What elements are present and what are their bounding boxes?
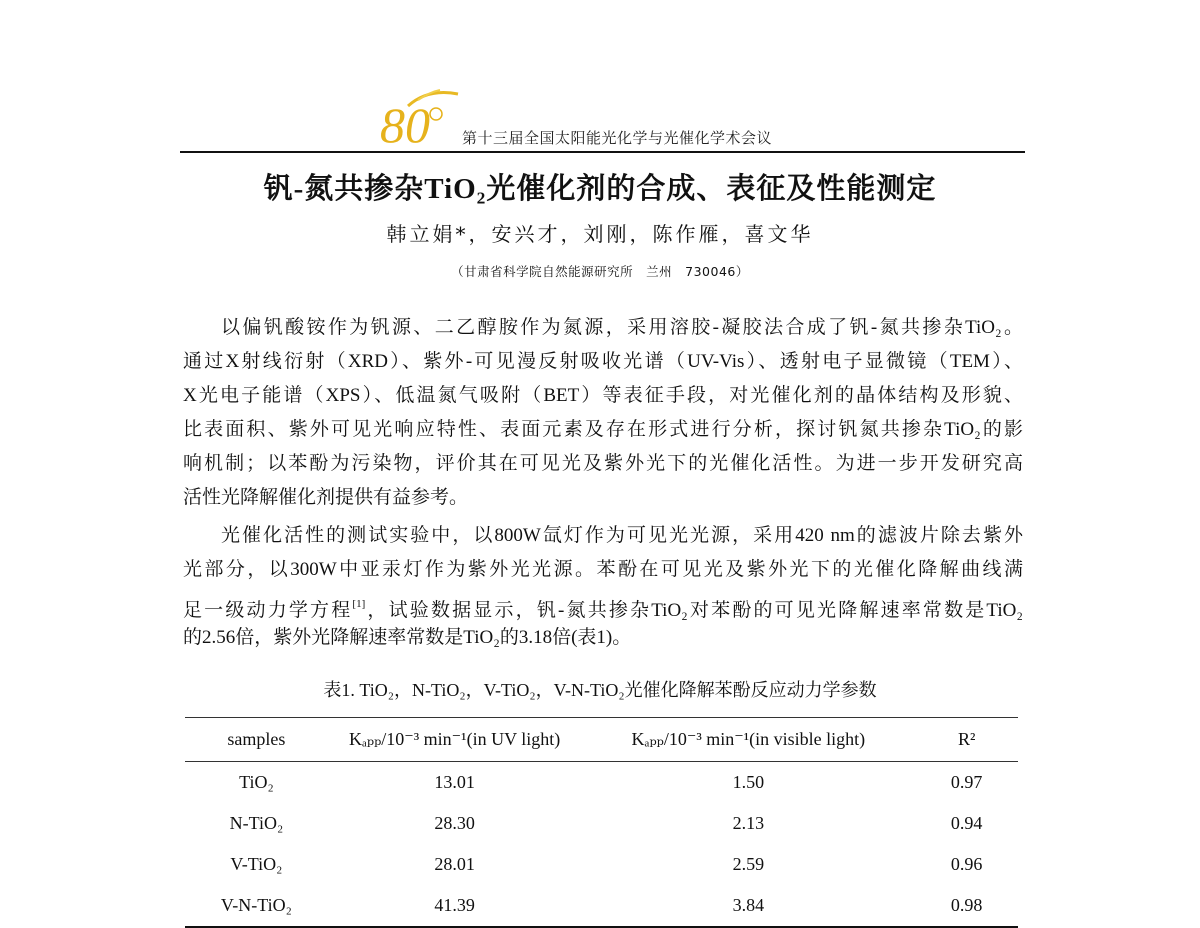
affiliation: （甘肃省科学院自然能源研究所 兰州 730046）	[451, 264, 749, 279]
text-line: 比表面积、紫外可见光响应特性、表面元素及存在形式进行分析，探讨钒氮共掺杂TiO₂的影	[183, 419, 1023, 440]
table-cell: 2.13	[732, 813, 765, 833]
text-line: 活性光降解催化剂提供有益参考。	[183, 487, 469, 508]
text-segment: 足一级动力学方程	[183, 600, 353, 621]
table-cell: 1.50	[732, 772, 765, 792]
text-line: 光部分，以300W中亚汞灯作为紫外光光源。苯酚在可见光及紫外光下的光催化降解曲线满	[183, 559, 1023, 580]
column-header: Kₐₚₚ/10⁻³ min⁻¹(in visible light)	[581, 718, 915, 762]
column-header: samples	[185, 718, 328, 762]
table-cell: 28.01	[434, 854, 475, 874]
logo-text: 80	[380, 97, 430, 146]
table-caption: 表1. TiO₂，N-TiO₂，V-TiO₂，V-N-TiO₂光催化降解苯酚反应动力学参数	[323, 680, 877, 700]
text-segment: ，试验数据显示，钒-氮共掺杂TiO₂对苯酚的可见光降解速率常数是TiO₂	[365, 600, 1023, 621]
text-line: 光催化活性的测试实验中，以800W氙灯作为可见光光源，采用420 nm的滤波片除去紫外	[221, 525, 1023, 546]
table-cell: TiO₂	[239, 772, 274, 792]
table-cell: 2.59	[732, 854, 765, 874]
column-header: Kₐₚₚ/10⁻³ min⁻¹(in UV light)	[328, 718, 582, 762]
text-line: 以偏钒酸铵作为钒源、二乙醇胺作为氮源，采用溶胶-凝胶法合成了钒-氮共掺杂TiO₂。	[221, 317, 1023, 338]
table-cell: 41.39	[328, 885, 582, 927]
column-header: R²	[915, 718, 1018, 762]
text-line: X光电子能谱（XPS）、低温氮气吸附（BET）等表征手段，对光催化剂的晶体结构及形貌、	[183, 385, 1023, 406]
table-header-row	[185, 718, 1018, 762]
conference-name: 第十三届全国太阳能光化学与光催化学术会议	[462, 129, 773, 147]
text-line	[183, 587, 1023, 621]
conference-logo	[378, 86, 462, 146]
kinetics-table	[185, 717, 1018, 928]
table-row	[185, 885, 1018, 927]
table-cell: 0.94	[950, 813, 983, 833]
header-divider	[180, 151, 1025, 153]
text-line: 响机制；以苯酚为污染物，评价其在可见光及紫外光下的光催化活性。为进一步开发研究高	[183, 453, 1023, 474]
table-cell: 0.98	[915, 885, 1018, 927]
table-cell: 13.01	[434, 772, 475, 792]
abstract-paragraph-1	[183, 311, 1023, 515]
paper-title: 钒-氮共掺杂TiO₂光催化剂的合成、表征及性能测定	[263, 173, 937, 205]
table-row	[185, 762, 1018, 804]
text-line: 的2.56倍，紫外光降解速率常数是TiO₂的3.18倍(表1)。	[183, 627, 632, 648]
table-row	[185, 803, 1018, 844]
table-cell: 0.97	[950, 772, 983, 792]
table-cell: 28.30	[434, 813, 475, 833]
citation-reference[interactable]: [1]	[352, 598, 366, 610]
table-row	[185, 844, 1018, 885]
authors: 韩立娟*，安兴才，刘刚，陈作雁，喜文华	[386, 222, 814, 246]
abstract-paragraph-2	[183, 519, 1023, 655]
text-line: 通过X射线衍射（XRD）、紫外-可见漫反射吸收光谱（UV-Vis）、透射电子显微镜（TEM）、	[183, 351, 1023, 372]
table-cell: 0.96	[950, 854, 983, 874]
table-cell: V-N-TiO₂	[185, 885, 328, 927]
table-cell: 3.84	[581, 885, 915, 927]
table-cell: N-TiO₂	[229, 813, 284, 833]
table-cell: V-TiO₂	[230, 854, 283, 874]
